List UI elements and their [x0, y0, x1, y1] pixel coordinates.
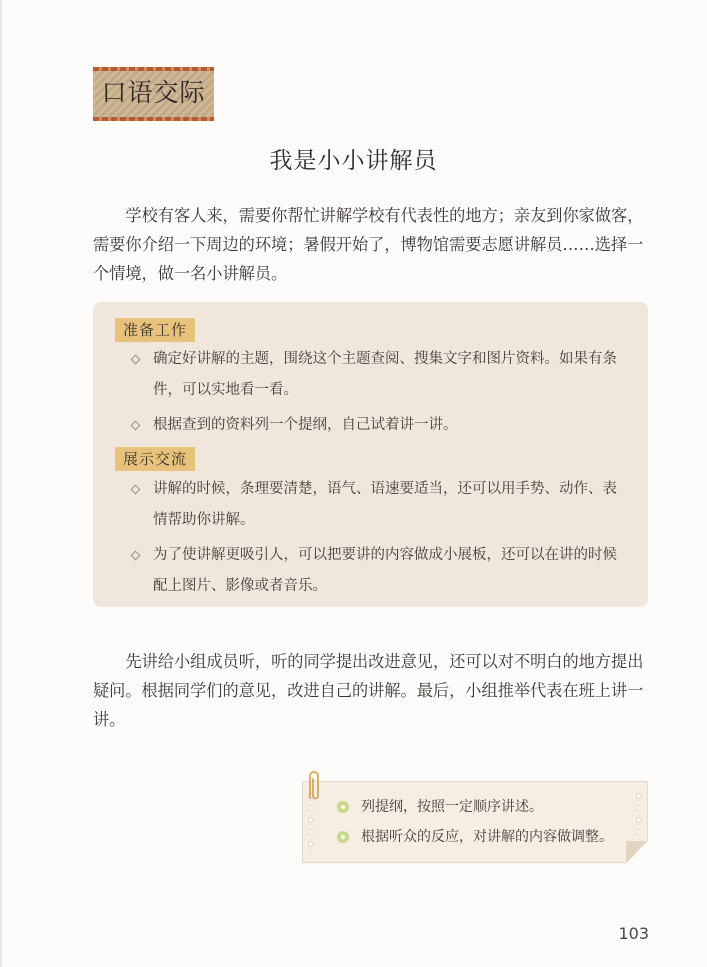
tip-card: [302, 781, 648, 863]
prepare-item-1: 确定好讲解的主题，围绕这个主题查阅、搜集文字和图片资料。如果有条件，可以实地看一看。: [153, 351, 617, 398]
task-panel: [93, 302, 648, 607]
diamond-bullet-icon: [131, 421, 141, 431]
tip-dot-icon: [337, 831, 349, 843]
list-item: [93, 540, 648, 602]
lesson-title: 我是小小讲解员: [269, 148, 438, 174]
intro-paragraph: 学校有客人来，需要你帮忙讲解学校有代表性的地方；亲友到你家做客，需要你介绍一下周边的环境；暑假开始了，博物馆需要志愿讲解员……选择一个情境，做一名小讲解员。: [93, 206, 644, 283]
prepare-item-2: 根据查到的资料列一个提纲，自己试着讲一讲。: [153, 417, 458, 433]
tip-dot-icon: [337, 801, 349, 813]
section-badge: [93, 67, 214, 121]
list-item: [93, 474, 648, 536]
tip-item-1: 列提纲，按照一定顺序讲述。: [361, 799, 543, 815]
list-item: [93, 410, 648, 441]
outro-paragraph: 先讲给小组成员听，听的同学提出改进意见，还可以对不明白的地方提出疑问。根据同学们的意见，改进自己的讲解。最后，小组推举代表在班上讲一讲。: [93, 652, 644, 729]
badge-border-top: [93, 67, 214, 71]
prepare-list: [93, 344, 648, 441]
diamond-bullet-icon: [131, 355, 141, 365]
page-number: 103: [618, 924, 649, 943]
corner-fold: [626, 841, 648, 863]
present-item-2: 为了使讲解更吸引人，可以把要讲的内容做成小展板，还可以在讲的时候配上图片、影像或者音乐。: [153, 547, 617, 594]
present-item-1: 讲解的时候，条理要清楚，语气、语速要适当，还可以用手势、动作、表情帮助你讲解。: [153, 481, 617, 528]
diamond-bullet-icon: [131, 485, 141, 495]
tip-list: [335, 792, 613, 852]
list-item: [335, 822, 613, 852]
tip-item-2: 根据听众的反应，对讲解的内容做调整。: [361, 829, 613, 845]
diamond-bullet-icon: [131, 551, 141, 561]
list-item: [335, 792, 613, 822]
tag-present: 展示交流: [115, 447, 195, 471]
paperclip-icon: [303, 768, 325, 804]
list-item: [93, 344, 648, 406]
tag-prepare: 准备工作: [115, 318, 195, 342]
present-list: [93, 474, 648, 602]
badge-border-bottom: [93, 117, 214, 121]
section-label: 口语交际: [101, 78, 206, 107]
